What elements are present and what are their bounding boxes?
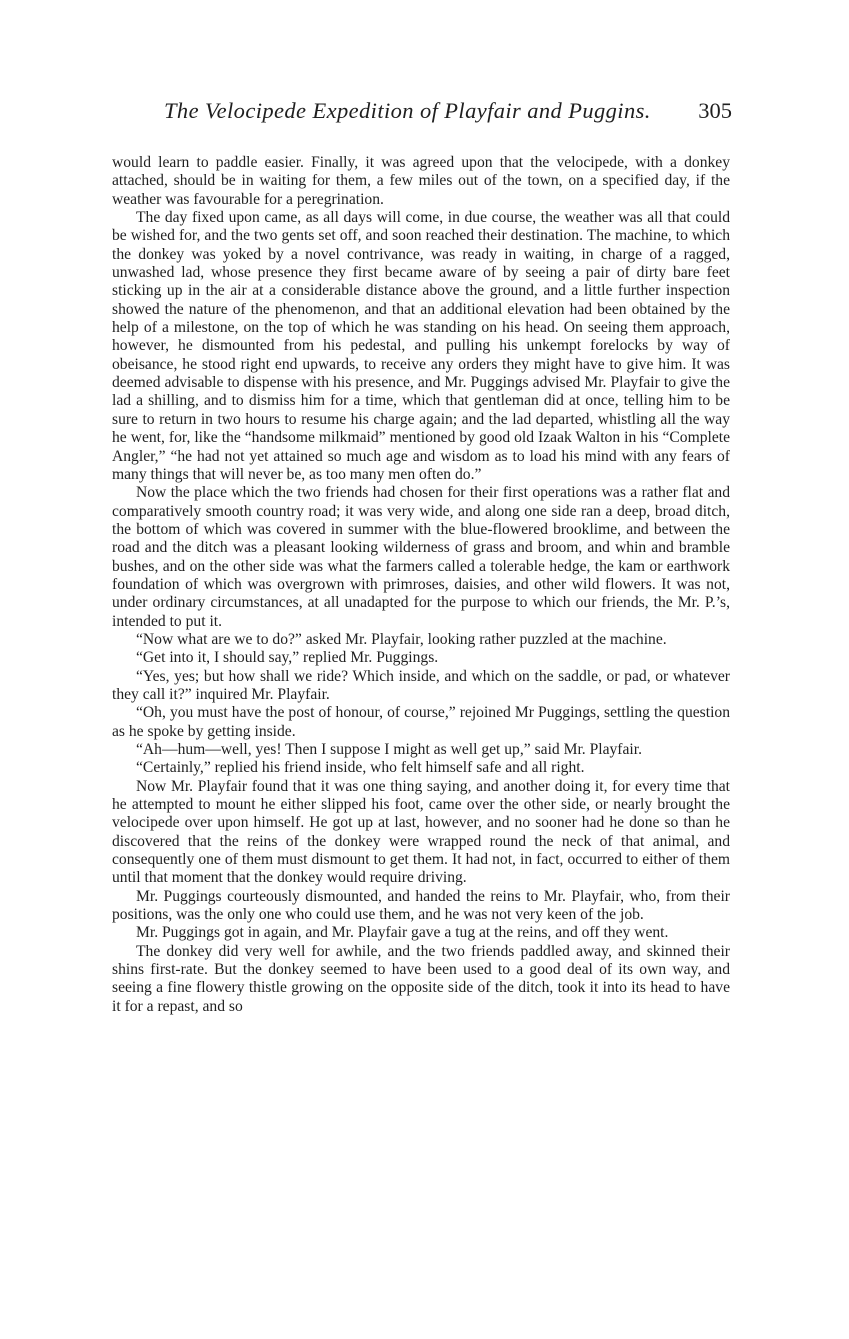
paragraph: The donkey did very well for awhile, and the two friends paddled away, and skinned their shins first-rate. But the donkey seemed to have been used to a good deal of its own way, and seeing a fine flowery thistle growing on the opposite side of the ditch, took it into its head to have it for a repast, and so	[112, 942, 730, 1015]
paragraph: The day fixed upon came, as all days will come, in due course, the weather was all that could be wished for, and the two gents set off, and soon reached their destination. The machine, to which the donkey was yoked by a novel contrivance, was ready in waiting, in charge of a ragged, unwashed lad, whose presence they first became aware of by seeing a pair of dirty bare feet sticking up in the air at a considerable distance above the ground, and a little further inspection showed the nature of the phenomenon, and that an additional elevation had been obtained by the help of a milestone, on the top of which he was standing on his head. On seeing them approach, however, he dismounted from his pedestal, and pulling his unkempt forelocks by way of obeisance, he stood right end upwards, to receive any orders they might have to give him. It was deemed advisable to dispense with his presence, and Mr. Puggings advised Mr. Playfair to give the lad a shilling, and to dismiss him for a time, which that gentleman did at once, telling him to be sure to return in two hours to resume his charge again; and the lad departed, whistling all the way he went, for, like the “handsome milkmaid” mentioned by good old Izaak Walton in his “Complete Angler,” “he had not yet attained so much age and wisdom as to load his mind with any fears of many things that will never be, as too many men often do.”	[112, 209, 730, 483]
paragraph: Now the place which the two friends had chosen for their first operations was a rather flat and comparatively smooth country road; it was very wide, and along one side ran a deep, broad ditch, the bottom of which was covered in summer with the blue-flowered brooklime, and between the road and the ditch was a pleasant looking wilderness of grass and broom, and whin and bramble bushes, and on the other side was what the farmers called a tolerable hedge, the kam or earthwork foundation of which was overgrown with primroses, daisies, and other wild flowers. It was not, under ordinary circumstances, at all unadapted for the purpose to which our friends, the Mr. P.’s, intended to put it.	[112, 484, 730, 630]
paragraph: “Now what are we to do?” asked Mr. Playfair, looking rather puzzled at the machine.	[136, 630, 667, 648]
paragraph: “Ah—hum—well, yes! Then I suppose I might as well get up,” said Mr. Playfair.	[136, 741, 642, 758]
paragraph: “Get into it, I should say,” replied Mr. Puggings.	[136, 649, 439, 667]
paragraph: “Yes, yes; but how shall we ride? Which inside, and which on the saddle, or pad, or whatever they call it?” inquired Mr. Playfair.	[112, 667, 730, 703]
paragraph: would learn to paddle easier. Finally, it was agreed upon that the velocipede, with a donkey attached, should be in waiting for them, a few miles out of the town, on a specified day, if the weather was favourable for a peregrination.	[112, 154, 730, 208]
paragraph: “Certainly,” replied his friend inside, who felt himself safe and all right.	[136, 759, 585, 777]
running-header	[112, 98, 730, 140]
paragraph: Now Mr. Playfair found that it was one thing saying, and another doing it, for every time that he attempted to mount he either slipped his foot, came over the other side, or nearly brought the velocipede over upon himself. He got up at last, however, and no sooner had he done so than he discovered that the reins of the donkey were wrapped round the neck of that animal, and consequently one of them must dismount to get them. It had not, in fact, occurred to either of them until that moment that the donkey would require driving.	[112, 777, 730, 887]
paragraph: Mr. Puggings got in again, and Mr. Playfair gave a tug at the reins, and off they went.	[136, 924, 669, 942]
running-title: The Velocipede Expedition of Playfair and Puggins.	[164, 98, 651, 123]
page-number: 305	[698, 98, 732, 123]
paragraph: “Oh, you must have the post of honour, of course,” rejoined Mr Puggings, settling the question as he spoke by getting inside.	[112, 704, 730, 740]
page	[112, 98, 730, 1016]
body-text	[112, 154, 730, 1016]
paragraph: Mr. Puggings courteously dismounted, and handed the reins to Mr. Playfair, who, from their positions, was the only one who could use them, and he was not very keen of the job.	[112, 887, 730, 924]
